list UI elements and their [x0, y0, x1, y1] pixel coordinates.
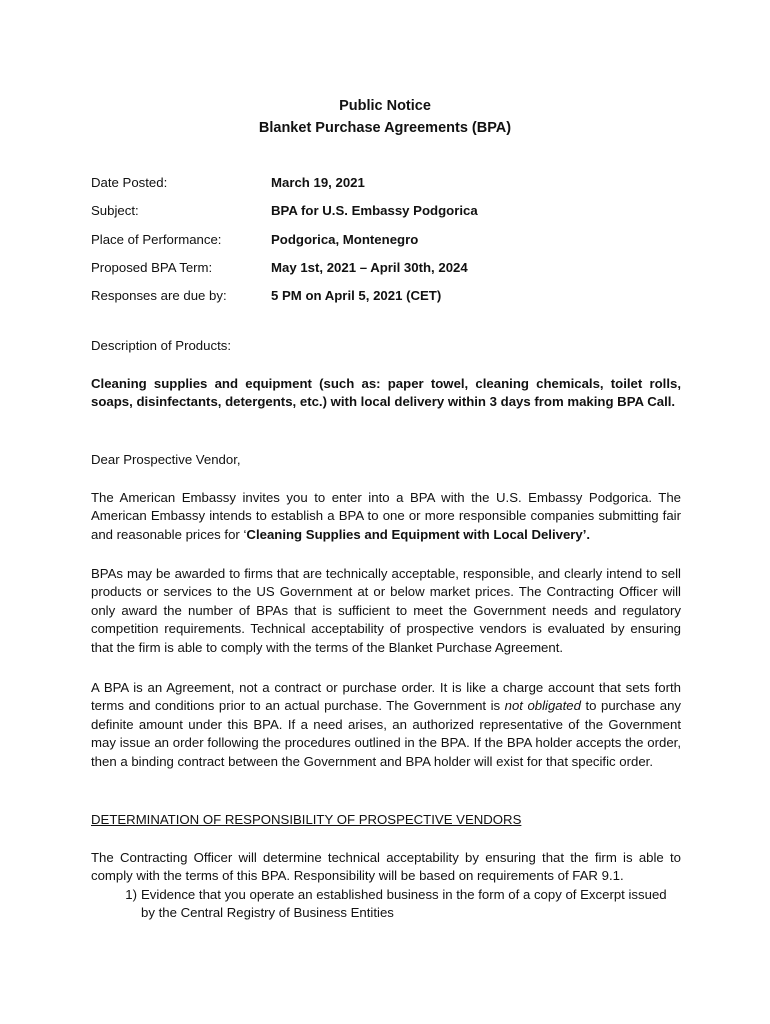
detail-row-date [91, 174, 691, 202]
paragraph-text: A BPA is an Agreement, not a contract or purchase order. It is like a charge account that sets forth terms and conditions prior to an actual purchase. The Government is [91, 680, 681, 714]
notice-details [91, 174, 691, 315]
description-text: Cleaning supplies and equipment (such as: paper towel, cleaning chemicals, toilet rolls, soaps, disinfectants, detergents, etc.) with local delivery within 3 days from making BPA Call. [91, 376, 681, 410]
requirements-list [91, 886, 681, 923]
description-label: Description of Products: [91, 338, 231, 353]
paragraph-responsibility: The Contracting Officer will determine technical acceptability by ensuring that the firm is able to comply with the terms of this BPA. Responsibility will be based on requirements of FAR 9.1. [91, 850, 681, 884]
notice-header [0, 95, 770, 139]
detail-label: Responses are due by: [91, 288, 227, 304]
section-heading: DETERMINATION OF RESPONSIBILITY OF PROSPECTIVE VENDORS [91, 812, 522, 827]
salutation: Dear Prospective Vendor, [91, 452, 241, 467]
detail-label: Proposed BPA Term: [91, 259, 213, 275]
detail-row-term [91, 259, 691, 287]
detail-label: Date Posted: [91, 175, 168, 190]
list-item-number: 1) [125, 887, 137, 902]
detail-value: 5 PM on April 5, 2021 (CET) [271, 288, 442, 304]
paragraph-text: The American Embassy invites you to enter into a BPA with the U.S. Embassy Podgorica. The American Embassy intends to establish a BPA to one or more responsible companies submitting fair and reasonable prices for ‘ [91, 490, 681, 542]
paragraph-invitation [91, 489, 681, 544]
detail-value: March 19, 2021 [271, 175, 365, 190]
detail-value: May 1st, 2021 – April 30th, 2024 [271, 259, 468, 275]
paragraph-text: to purchase any definite amount under this BPA. If a need arises, an authorized representative of the Government may issue an order following the procedures outlined in the BPA. If the BPA holder accepts the order, then a binding contract between the Government and BPA holder will exist for that specific order. [91, 698, 681, 769]
paragraph-agreement [91, 679, 681, 771]
paragraph-bold-text: Cleaning Supplies and Equipment with Local Delivery’. [246, 526, 591, 542]
page-subtitle: Blanket Purchase Agreements (BPA) [258, 120, 512, 136]
detail-label: Subject: [91, 203, 139, 219]
paragraph-award: BPAs may be awarded to firms that are technically acceptable, responsible, and clearly intend to sell products or services to the US Government at or below market prices. The Contracting Officer will only award the number of BPAs that is sufficient to meet the Government needs and regulatory competition requirements. Technical acceptability of prospective vendors is evaluated by ensuring that the firm is able to comply with the terms of the Blanket Purchase Agreement. [91, 566, 681, 655]
detail-row-due [91, 287, 691, 315]
detail-row-place [91, 231, 691, 259]
detail-row-subject [91, 202, 691, 230]
list-item-text: Evidence that you operate an established business in the form of a copy of Excerpt issued by the Central Registry of Business Entities [141, 887, 667, 921]
paragraph-italic-text: not obligated [504, 698, 581, 714]
detail-label: Place of Performance: [91, 231, 222, 247]
detail-value: Podgorica, Montenegro [271, 231, 419, 247]
page-title: Public Notice [339, 98, 431, 114]
list-item [91, 886, 681, 923]
detail-value: BPA for U.S. Embassy Podgorica [271, 203, 478, 219]
